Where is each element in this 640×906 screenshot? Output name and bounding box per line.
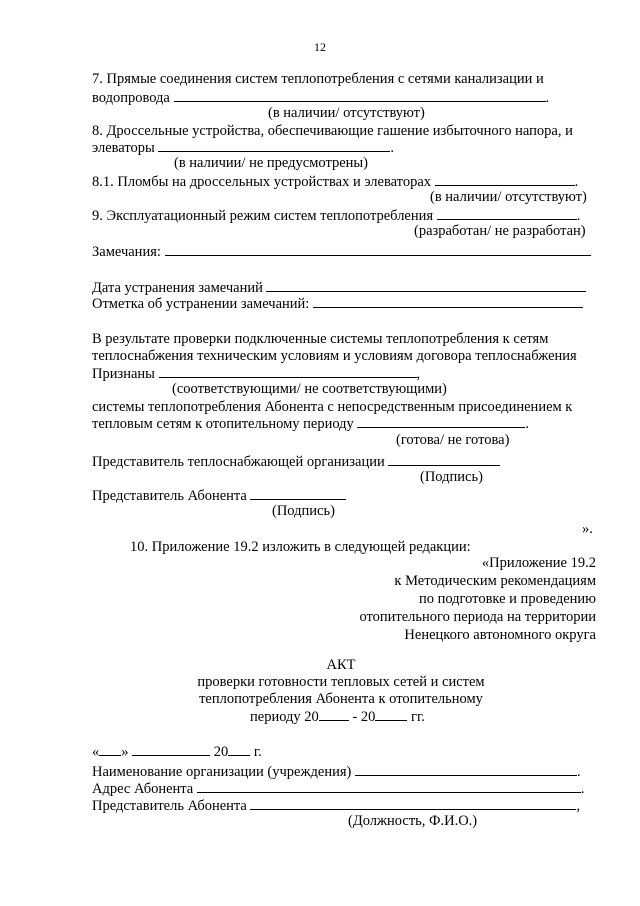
item8-1-caption: (в наличии/ отсутствуют) — [430, 189, 587, 205]
address-suffix: . — [580, 781, 585, 797]
item7-caption: (в наличии/ отсутствуют) — [268, 105, 425, 121]
act-year-blank-1[interactable] — [319, 707, 349, 721]
fix-date-label: Дата устранения замечаний — [92, 280, 263, 296]
subscriber-signature-blank[interactable] — [250, 486, 346, 500]
conclusion-line4: системы теплопотребления Абонента с непосредственным присоединением к — [92, 399, 573, 415]
recognized-suffix: , — [416, 366, 421, 382]
recognized-blank[interactable] — [159, 364, 417, 378]
remarks-blank[interactable] — [165, 242, 591, 256]
item7-line1: 7. Прямые соединения систем теплопотребления с сетями канализации и — [92, 71, 544, 87]
fix-mark-label: Отметка об устранении замечаний: — [92, 296, 310, 312]
item8-1-blank[interactable] — [435, 172, 575, 186]
date-open-quote: « — [92, 744, 100, 760]
remarks-line — [92, 242, 591, 261]
date-year-blank[interactable] — [228, 742, 250, 756]
appendix-header-line: Ненецкого автономного округа — [404, 627, 596, 643]
fix-mark-line — [92, 294, 583, 313]
act-period-start: периоду 20 — [250, 709, 319, 725]
date-year-prefix: 20 — [213, 744, 229, 760]
date-day-blank[interactable] — [99, 742, 121, 756]
supplier-signature-label: Представитель теплоснабжающей организации — [92, 454, 385, 470]
ready-label: тепловым сетям к отопительному периоду — [92, 416, 354, 432]
org-label: Наименование организации (учреждения) — [92, 764, 352, 780]
act-title: АКТ — [326, 657, 356, 673]
item8-line2-suffix: . — [390, 140, 394, 156]
appendix-header — [359, 554, 596, 644]
org-suffix: . — [576, 764, 581, 780]
item7-blank[interactable] — [174, 88, 546, 102]
ready-blank[interactable] — [357, 414, 525, 428]
date-month-blank[interactable] — [132, 742, 210, 756]
act-subtitle-3 — [250, 707, 425, 726]
page-number: 12 — [314, 40, 326, 54]
fix-mark-blank[interactable] — [313, 294, 583, 308]
item9-suffix: . — [576, 208, 581, 224]
appendix-header-line: «Приложение 19.2 — [481, 555, 596, 571]
form-date-line — [92, 742, 262, 761]
closing-quote: ». — [582, 521, 593, 537]
item7-line2-prefix: водопровода — [92, 90, 170, 106]
rep-suffix: , — [576, 798, 581, 814]
item8-blank[interactable] — [158, 138, 390, 152]
supplier-signature-blank[interactable] — [388, 452, 500, 466]
item9-prefix: 9. Эксплуатационный режим систем теплопотребления — [92, 208, 434, 224]
item8-caption: (в наличии/ не предусмотрены) — [174, 155, 368, 171]
address-blank[interactable] — [197, 779, 581, 793]
item7-line2-suffix: . — [545, 90, 550, 106]
item9-caption: (разработан/ не разработан) — [414, 223, 586, 239]
form-rep-line — [92, 796, 580, 815]
recognized-label: Признаны — [92, 366, 155, 382]
appendix-header-line: отопительного периода на территории — [359, 609, 596, 625]
item8-1-suffix: . — [574, 174, 579, 190]
org-blank[interactable] — [355, 762, 577, 776]
fix-date-blank[interactable] — [266, 278, 586, 292]
act-period-mid: - 20 — [348, 709, 376, 725]
conclusion-caption1: (соответствующими/ не соответствующими) — [172, 381, 447, 397]
conclusion-line2: теплоснабжения техническим условиям и условиям договора теплоснабжения — [92, 348, 577, 364]
appendix-header-line: по подготовке и проведению — [418, 591, 596, 607]
remarks-label: Замечания: — [92, 244, 161, 260]
date-year-suffix: г. — [250, 744, 262, 760]
item8-line2-prefix: элеваторы — [92, 140, 155, 156]
act-year-blank-2[interactable] — [375, 707, 407, 721]
ready-suffix: . — [525, 416, 530, 432]
item10: 10. Приложение 19.2 изложить в следующей редакции: — [130, 539, 471, 555]
item9-blank[interactable] — [437, 206, 577, 220]
appendix-header-line: к Методическим рекомендациям — [394, 573, 596, 589]
address-label: Адрес Абонента — [92, 781, 194, 797]
date-close-quote: » — [121, 744, 129, 760]
item8-1-prefix: 8.1. Пломбы на дроссельных устройствах и элеваторах — [92, 174, 432, 190]
conclusion-caption2: (готова/ не готова) — [396, 432, 510, 448]
rep-label: Представитель Абонента — [92, 798, 247, 814]
act-period-end: гг. — [407, 709, 425, 725]
rep-caption: (Должность, Ф.И.О.) — [348, 813, 478, 829]
rep-blank[interactable] — [250, 796, 576, 810]
item8-line1: 8. Дроссельные устройства, обеспечивающие гашение избыточного напора, и — [92, 123, 573, 139]
subscriber-signature-caption: (Подпись) — [272, 503, 335, 519]
act-subtitle-2: теплопотребления Абонента к отопительному — [199, 691, 483, 707]
conclusion-line1: В результате проверки подключенные системы теплопотребления к сетям — [92, 331, 549, 347]
act-subtitle-1: проверки готовности тепловых сетей и систем — [197, 674, 485, 690]
subscriber-signature-label: Представитель Абонента — [92, 488, 247, 504]
supplier-signature-caption: (Подпись) — [420, 469, 483, 485]
